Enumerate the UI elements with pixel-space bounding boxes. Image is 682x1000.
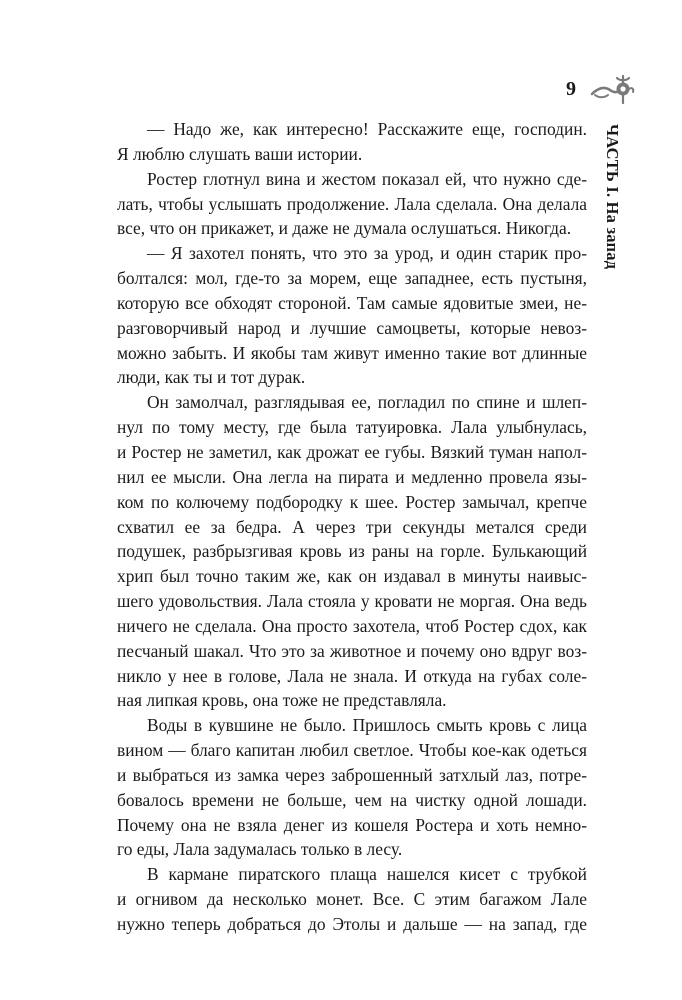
text-line: ком по колючему подбородку к шее. Ростер замычал, крепче (117, 491, 587, 512)
text-line: все, что он прикажет, и даже не думала ослушаться. Никогда. (117, 218, 572, 239)
text-line: лать, чтобы услышать продолжение. Лала сделала. Она делала (117, 193, 587, 214)
text-line: которую все обходят стороной. Там самые ядовитые змеи, не- (117, 292, 587, 313)
text-line: болтался: мол, где-то за морем, еще западнее, есть пустыня, (117, 268, 587, 289)
text-line: никло у нее в голове, Лала не знала. И откуда на губах соле- (117, 665, 587, 686)
text-line: Ростер глотнул вина и жестом показал ей, что нужно сде- (147, 168, 587, 189)
text-line: ничего не сделала. Она просто захотела, чтоб Ростер сдох, как (117, 615, 587, 636)
text-line: нужно теперь добраться до Этолы и дальше — на запад, где (117, 914, 587, 934)
text-line: и выбраться из замка через заброшенный затхлый лаз, потре- (117, 764, 587, 785)
page-number: 9 (566, 78, 576, 100)
text-line: бовалось времени не больше, чем на чистку одной лошади. (117, 789, 587, 810)
text-line: ная липкая кровь, она тоже не представляла. (117, 690, 447, 711)
text-line: хрип был точно таким же, как он издавал в минуты наивыс- (117, 566, 587, 587)
text-line: — Я захотел понять, что это за урод, и один старик про- (147, 243, 587, 264)
text-line: нил ее мысли. Она легла на пирата и медленно провела язы- (117, 466, 587, 487)
text-line: Воды в кувшине не было. Пришлось смыть кровь с лица (147, 715, 587, 736)
text-line: схватил ее за бедра. А через три секунды метался среди (117, 516, 587, 537)
text-line: песчаный шакал. Что это за животное и почему оно вдруг воз- (117, 640, 587, 661)
text-line: и огнивом да несколько монет. Все. С этим багажом Лале (117, 889, 587, 910)
text-line: Я люблю слушать ваши истории. (117, 143, 363, 164)
text-line: разговорчивый народ и лучшие самоцветы, которые невоз- (117, 317, 587, 338)
body-text (117, 117, 587, 937)
running-head: ЧАСТЬ I. На запад (603, 124, 622, 270)
text-line: Почему она не взяла денег из кошеля Ростера и хоть немно- (117, 814, 587, 835)
text-line: — Надо же, как интересно! Расскажите еще, господин. (147, 119, 587, 139)
ornament-icon (590, 74, 636, 104)
text-line: шего удовольствия. Лала стояла у кровати не моргая. Она ведь (117, 591, 587, 612)
text-line: нул по тому месту, где была татуировка. Лала улыбнулась, (117, 417, 587, 438)
text-line: и Ростер не заметил, как дрожат ее губы. Вязкий туман напол- (117, 441, 587, 462)
text-line: вином — благо капитан любил светлое. Чтобы кое-как одеться (117, 740, 587, 761)
text-line: Он замолчал, разглядывая ее, погладил по спине и шлеп- (147, 392, 587, 413)
text-line: го еды, Лала задумалась только в лесу. (117, 839, 403, 860)
text-line: можно забыть. И якобы там живут именно такие вот длинные (117, 342, 587, 363)
text-line: В кармане пиратского плаща нашелся кисет с трубкой (147, 864, 587, 885)
text-line: люди, как ты и тот дурак. (117, 367, 306, 388)
text-line: подушек, разбрызгивая кровь из раны на горле. Булькающий (117, 541, 587, 562)
